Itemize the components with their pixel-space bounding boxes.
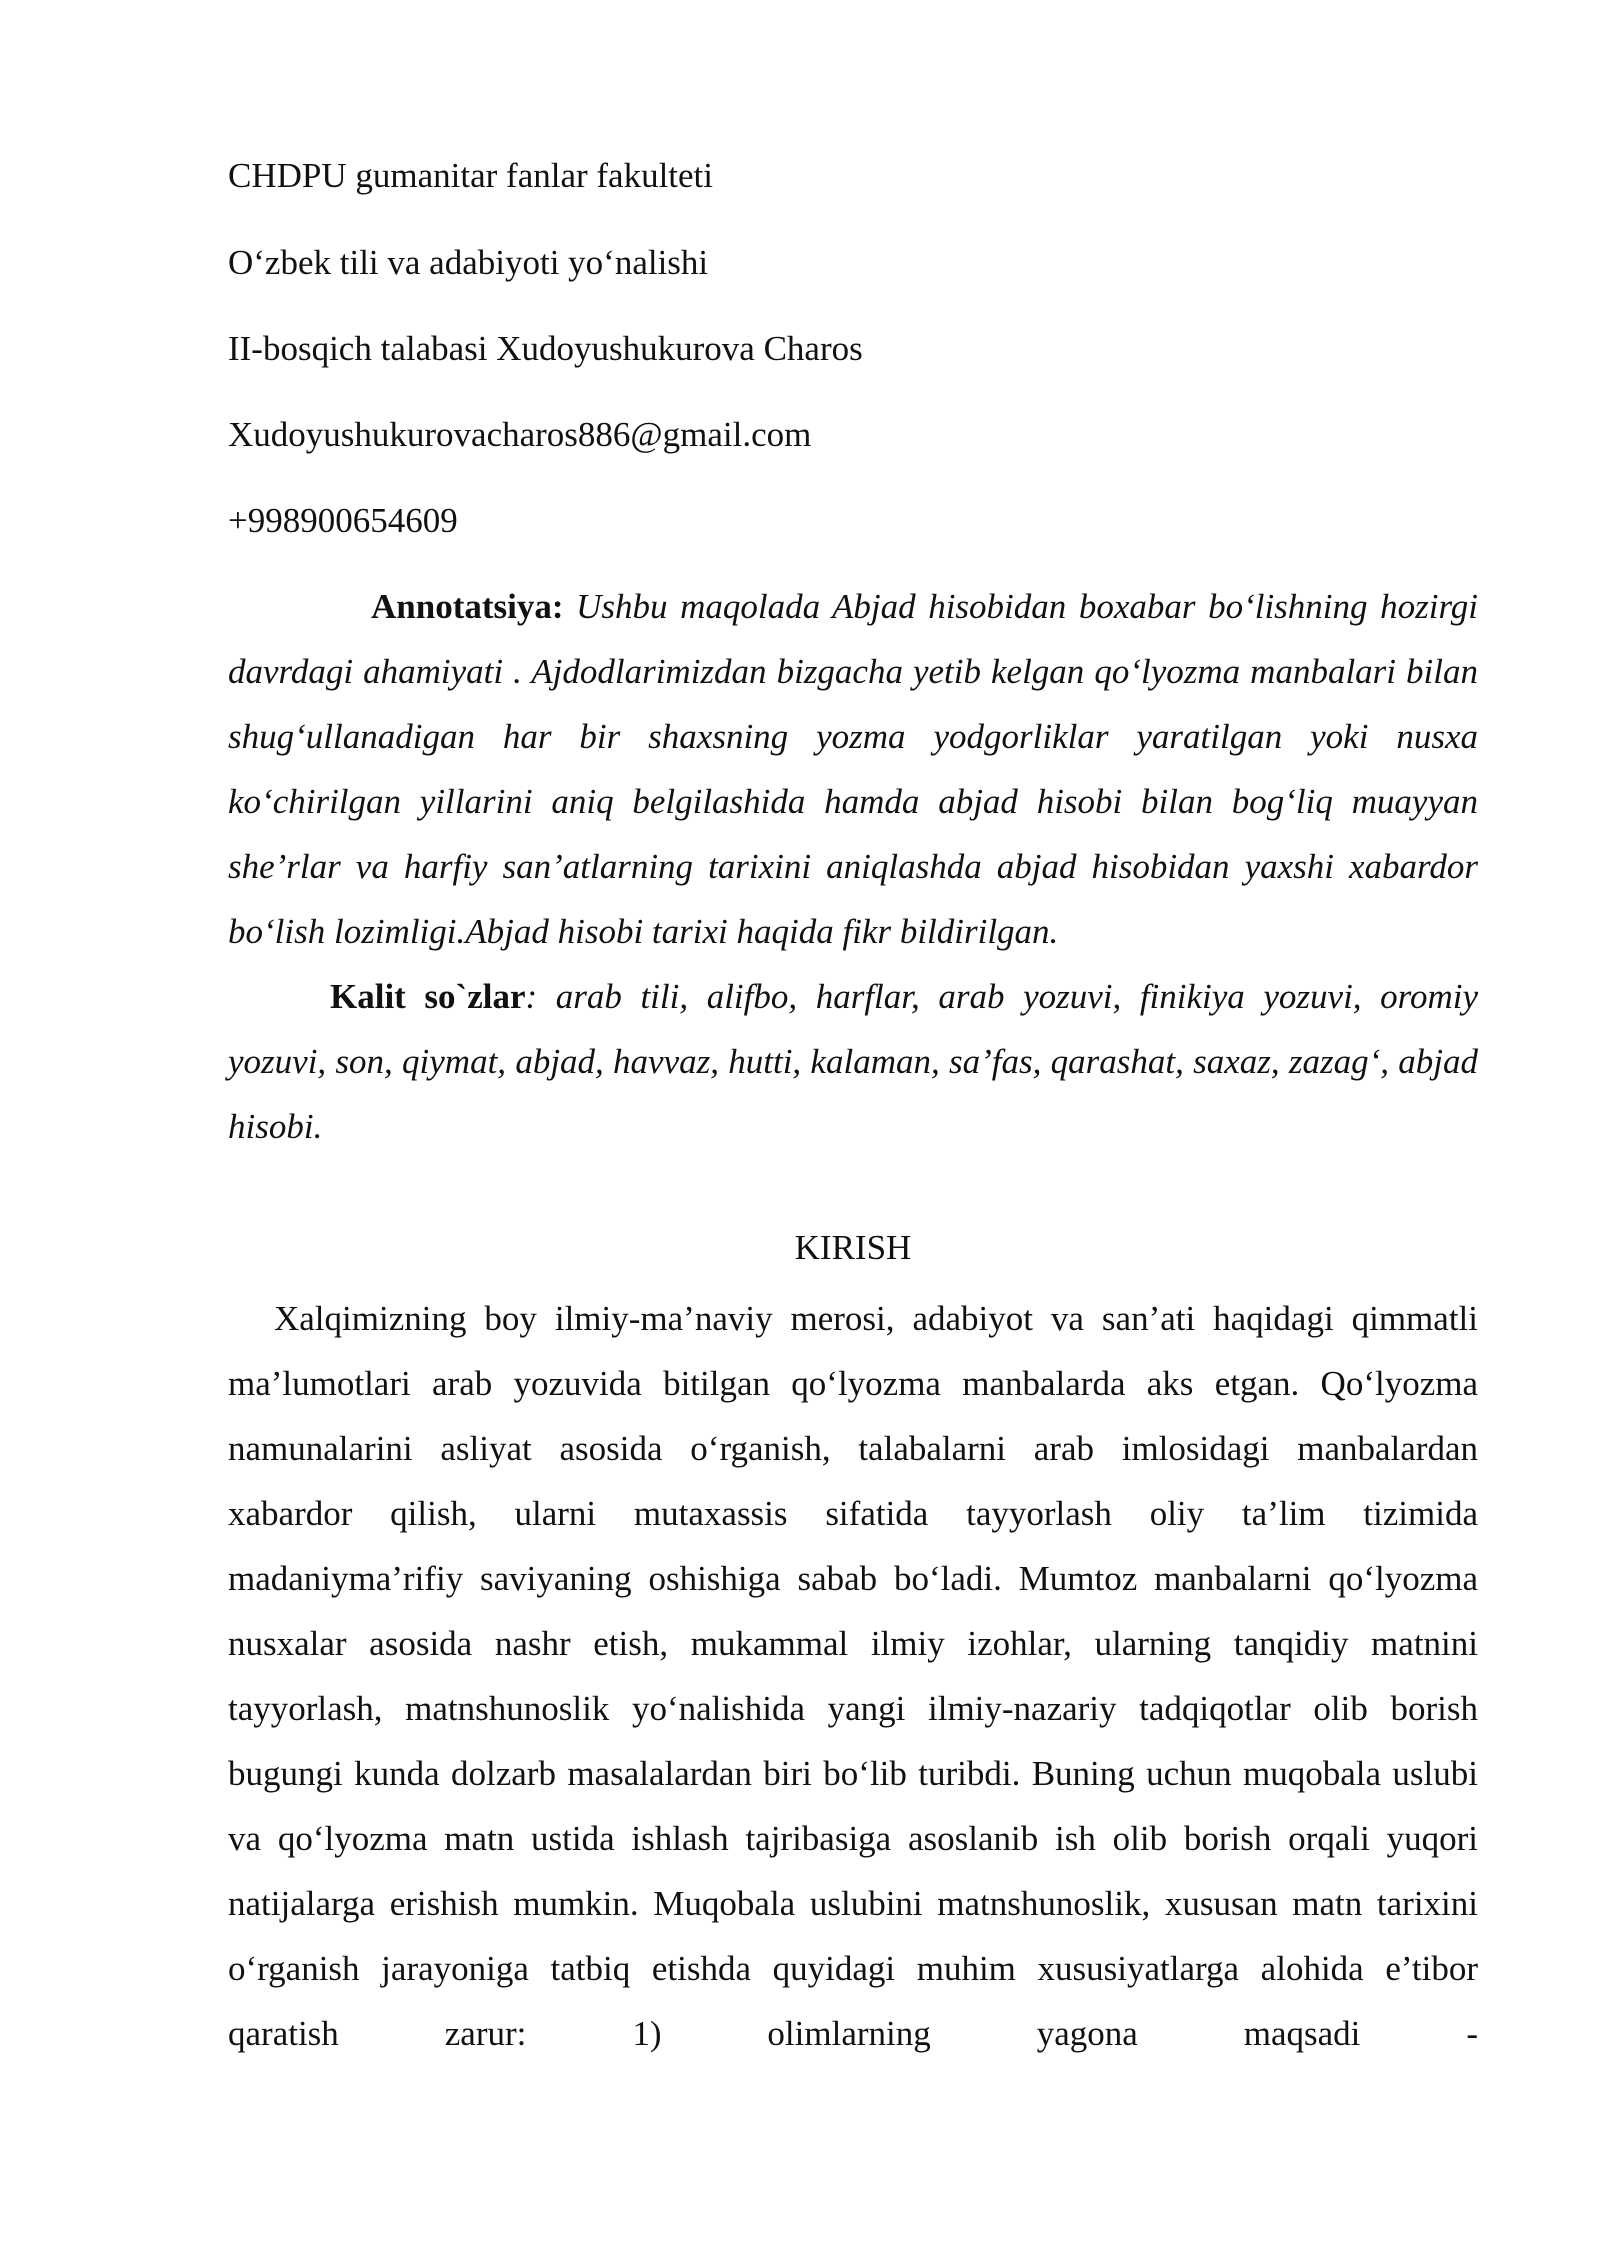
annotation-text: Ushbu maqolada Abjad hisobidan boxabar bo‘lishning hozirgi davrdagi ahamiyati . Ajdodlarimizdan bizgacha yetib kelgan qo‘lyozma manbalari bilan shug‘ullanadigan har bir shaxsning yozma yodgorliklar yaratilgan yoki nusxa ko‘chirilgan yillarini aniq belgilashida hamda abjad hisobi bilan bog‘liq muayyan she’rlar va harfiy san’atlarning tarixini aniqlashda abjad hisobidan yaxshi xabardor bo‘lish lozimligi.Abjad hisobi tarixi haqida fikr bildirilgan. xyxy=(228,587,1478,951)
keywords-paragraph xyxy=(228,964,1478,1159)
phone-line: +998900654609 xyxy=(228,501,458,540)
email-line[interactable]: Xudoyushukurovacharos886@gmail.com xyxy=(228,415,812,454)
keywords-text: : arab tili, alifbo, harflar, arab yozuvi, finikiya yozuvi, oromiy yozuvi, son, qiymat, abjad, havvaz, hutti, kalaman, sa’fas, qarashat, saxaz, zazag‘, abjad hisobi. xyxy=(228,977,1478,1146)
keywords-label: Kalit so`zlar xyxy=(330,977,526,1016)
section-heading: KIRISH xyxy=(794,1228,912,1267)
annotation-label: Annotatsiya: xyxy=(371,587,564,626)
section-body: Xalqimizning boy ilmiy-ma’naviy merosi, adabiyot va san’ati haqidagi qimmatli ma’lumotlari arab yozuvida bitilgan qo‘lyozma manbalarda aks etgan. Qo‘lyozma namunalarini asliyat asosida o‘rganish, talabalarni arab imlosidagi manbalardan xabardor qilish, ularni mutaxassis sifatida tayyorlash oliy ta’lim tizimida madaniyma’rifiy saviyaning oshishiga sabab bo‘ladi. Mumtoz manbalarni qo‘lyozma nusxalar asosida nashr etish, mukammal ilmiy izohlar, ularning tanqidiy matnini tayyorlash, matnshunoslik yo‘nalishida yangi ilmiy-nazariy tadqiqotlar olib borish bugungi kunda dolzarb masalalardan biri bo‘lib turibdi. Buning uchun muqobala uslubi va qo‘lyozma matn ustida ishlash tajribasiga asoslanib ish olib borish orqali yuqori natijalarga erishish mumkin. Muqobala uslubini matnshunoslik, xususan matn tarixini o‘rganish jarayoniga tatbiq etishda quyidagi muhim xususiyatlarga alohida e’tibor qaratish zarur: 1) olimlarning yagona maqsadi - xyxy=(228,1299,1478,2053)
student-line: II-bosqich talabasi Xudoyushukurova Charos xyxy=(228,329,863,368)
direction-line: O‘zbek tili va adabiyoti yo‘nalishi xyxy=(228,243,709,282)
annotation-paragraph xyxy=(228,574,1478,964)
faculty-line: CHDPU gumanitar fanlar fakulteti xyxy=(228,156,714,195)
